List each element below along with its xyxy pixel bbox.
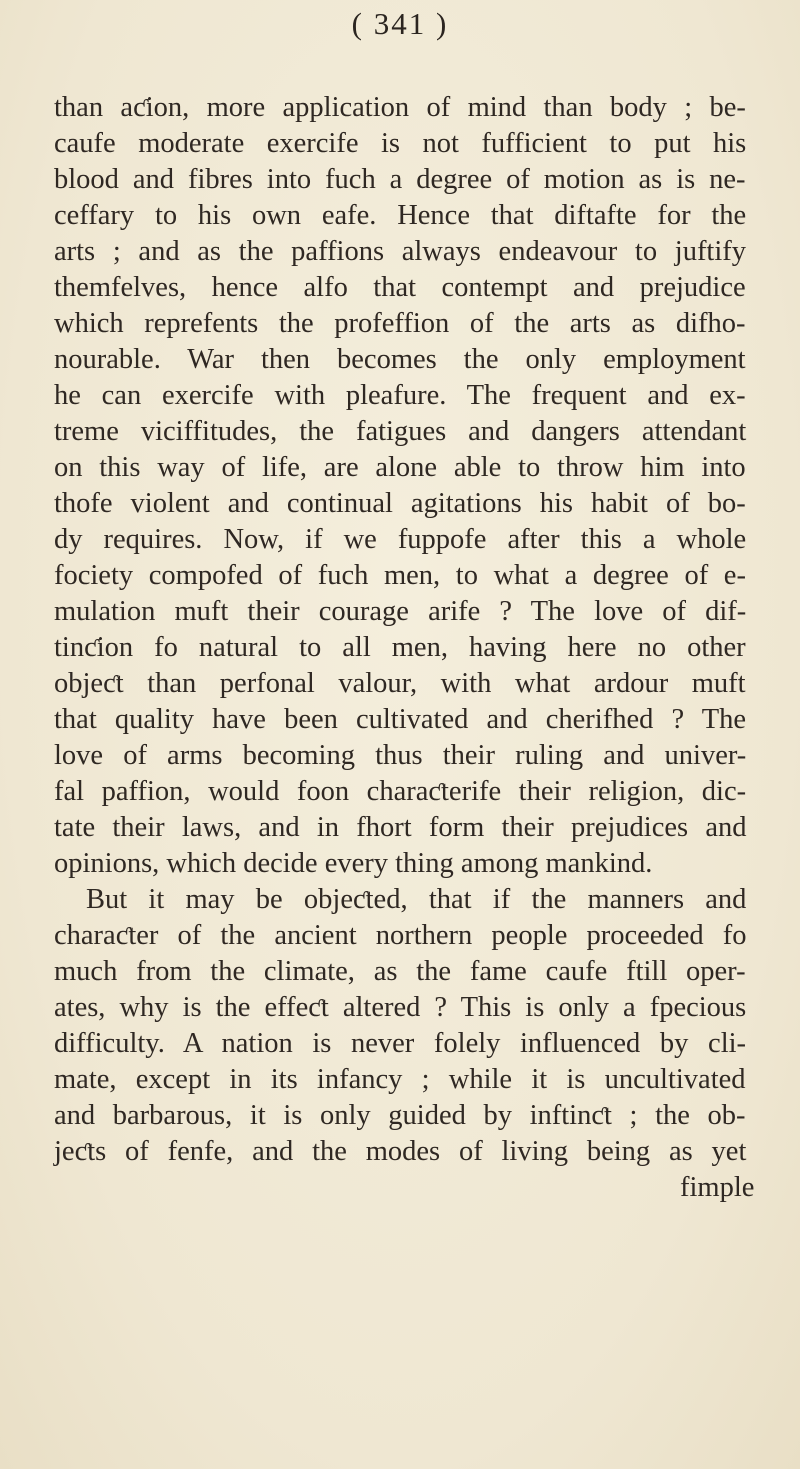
text-line: arts ; and as the paffions always endeavour to juftify xyxy=(54,236,747,267)
text-line: tate their laws, and in fhort form their prejudices and xyxy=(54,812,747,843)
text-line: and barbarous, it is only guided by inftinƈt ; the ob- xyxy=(54,1100,746,1131)
text-line: ceffary to his own eafe. Hence that diftafte for the xyxy=(54,200,747,231)
text-line: treme viciffitudes, the fatigues and dangers attendant xyxy=(54,416,747,447)
text-line: difficulty. A nation is never folely influenced by cli- xyxy=(54,1028,747,1059)
text-line: themfelves, hence alfo that contempt and prejudice xyxy=(54,272,746,303)
text-line: blood and fibres into fuch a degree of motion as is ne- xyxy=(54,164,746,195)
text-line: tinƈion fo natural to all men, having here no other xyxy=(54,632,746,663)
text-line: he can exercife with pleafure. The frequent and ex- xyxy=(54,380,746,411)
text-line: on this way of life, are alone able to throw him into xyxy=(54,452,746,483)
text-line: objeƈt than perfonal valour, with what ardour muft xyxy=(54,668,746,699)
text-line: opinions, which decide every thing among mankind. xyxy=(54,848,653,879)
catchword: fimple xyxy=(680,1172,755,1203)
text-line: thofe violent and continual agitations his habit of bo- xyxy=(54,488,746,519)
text-line: jeƈts of fenfe, and the modes of living being as yet xyxy=(54,1136,747,1167)
text-line: fal paffion, would foon charaƈterife their religion, dic- xyxy=(54,776,747,807)
text-line: than aƈion, more application of mind than body ; be- xyxy=(54,92,746,123)
text-line: nourable. War then becomes the only employment xyxy=(54,344,746,375)
text-line: fociety compofed of fuch men, to what a degree of e- xyxy=(54,560,746,591)
text-line: dy requires. Now, if we fuppofe after this a whole xyxy=(54,524,747,555)
text-line: that quality have been cultivated and cherifhed ? The xyxy=(54,704,747,735)
text-line: love of arms becoming thus their ruling and univer- xyxy=(54,740,747,771)
page-number-header: ( 341 ) xyxy=(351,6,449,41)
text-line: much from the climate, as the fame caufe ftill oper- xyxy=(54,956,746,987)
text-line: mate, except in its infancy ; while it is uncultivated xyxy=(54,1064,746,1095)
text-line: mulation muft their courage arife ? The love of dif- xyxy=(54,596,747,627)
text-line: which reprefents the profeffion of the arts as difho- xyxy=(54,308,746,339)
text-line: charaƈter of the ancient northern people proceeded fo xyxy=(54,920,747,951)
text-line: But it may be objeƈted, that if the manners and xyxy=(86,884,747,915)
text-line: caufe moderate exercife is not fufficient to put his xyxy=(54,128,747,159)
text-line: ates, why is the effeƈt altered ? This is only a fpecious xyxy=(54,992,747,1023)
